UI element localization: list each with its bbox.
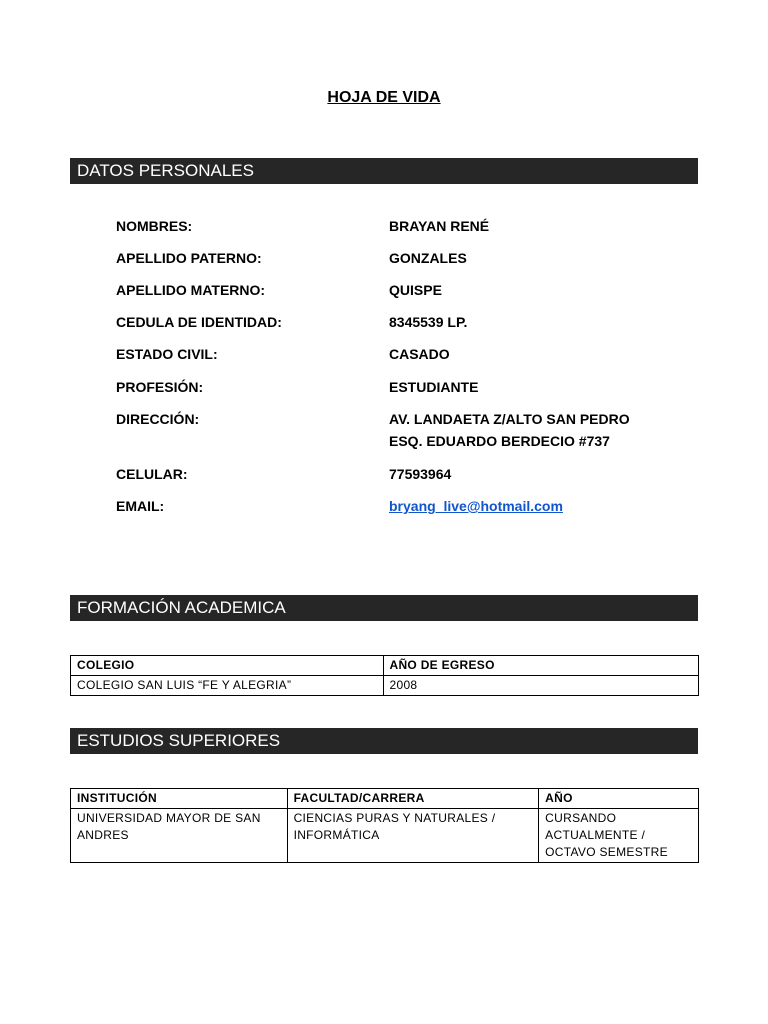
field-value: CASADO (389, 346, 450, 362)
section-header-estudios-superiores: ESTUDIOS SUPERIORES (70, 728, 698, 754)
table-cell: 2008 (383, 676, 699, 696)
field-value: ESTUDIANTE (389, 379, 479, 395)
field-label: EMAIL: (116, 498, 165, 514)
email-link[interactable]: bryang_live@hotmail.com (389, 498, 563, 514)
table-cell (287, 809, 539, 863)
field-label: ESTADO CIVIL: (116, 346, 218, 362)
field-label: PROFESIÓN: (116, 379, 204, 395)
field-label: CELULAR: (116, 466, 188, 482)
cell-line: ANDRES (77, 828, 129, 842)
field-value-line2: ESQ. EDUARDO BERDECIO #737 (389, 433, 610, 449)
section-header-formacion-academica: FORMACIÓN ACADEMICA (70, 595, 698, 621)
field-value: 8345539 LP. (389, 314, 468, 330)
cell-line: CIENCIAS PURAS Y NATURALES / (293, 811, 496, 825)
column-header: AÑO (539, 789, 699, 809)
cell-line: OCTAVO SEMESTRE (545, 845, 668, 859)
table-row (71, 676, 699, 696)
section-header-datos-personales: DATOS PERSONALES (70, 158, 698, 184)
field-value: 77593964 (389, 466, 452, 482)
formacion-table (70, 655, 699, 696)
field-value: GONZALES (389, 250, 467, 266)
table-header-row (71, 789, 699, 809)
estudios-table (70, 788, 699, 863)
table-header-row (71, 656, 699, 676)
column-header: AÑO DE EGRESO (383, 656, 699, 676)
field-label: APELLIDO MATERNO: (116, 282, 266, 298)
table-cell (71, 809, 288, 863)
page-title: HOJA DE VIDA (327, 89, 441, 106)
field-label: CEDULA DE IDENTIDAD: (116, 314, 282, 330)
table-row (71, 809, 699, 863)
column-header: COLEGIO (71, 656, 384, 676)
field-label: DIRECCIÓN: (116, 411, 200, 427)
field-value (389, 495, 689, 517)
column-header: FACULTAD/CARRERA (287, 789, 539, 809)
cell-line: UNIVERSIDAD MAYOR DE SAN (77, 811, 261, 825)
field-value: AV. LANDAETA Z/ALTO SAN PEDRO (389, 411, 630, 427)
field-value: BRAYAN RENÉ (389, 218, 490, 234)
field-label: APELLIDO PATERNO: (116, 250, 262, 266)
field-label: NOMBRES: (116, 218, 193, 234)
table-cell: COLEGIO SAN LUIS “FE Y ALEGRIA” (71, 676, 384, 696)
field-value: QUISPE (389, 282, 442, 298)
cell-line: CURSANDO (545, 811, 617, 825)
cell-line: ACTUALMENTE / (545, 828, 646, 842)
cell-line: INFORMÁTICA (293, 828, 380, 842)
column-header: INSTITUCIÓN (71, 789, 288, 809)
table-cell (539, 809, 699, 863)
